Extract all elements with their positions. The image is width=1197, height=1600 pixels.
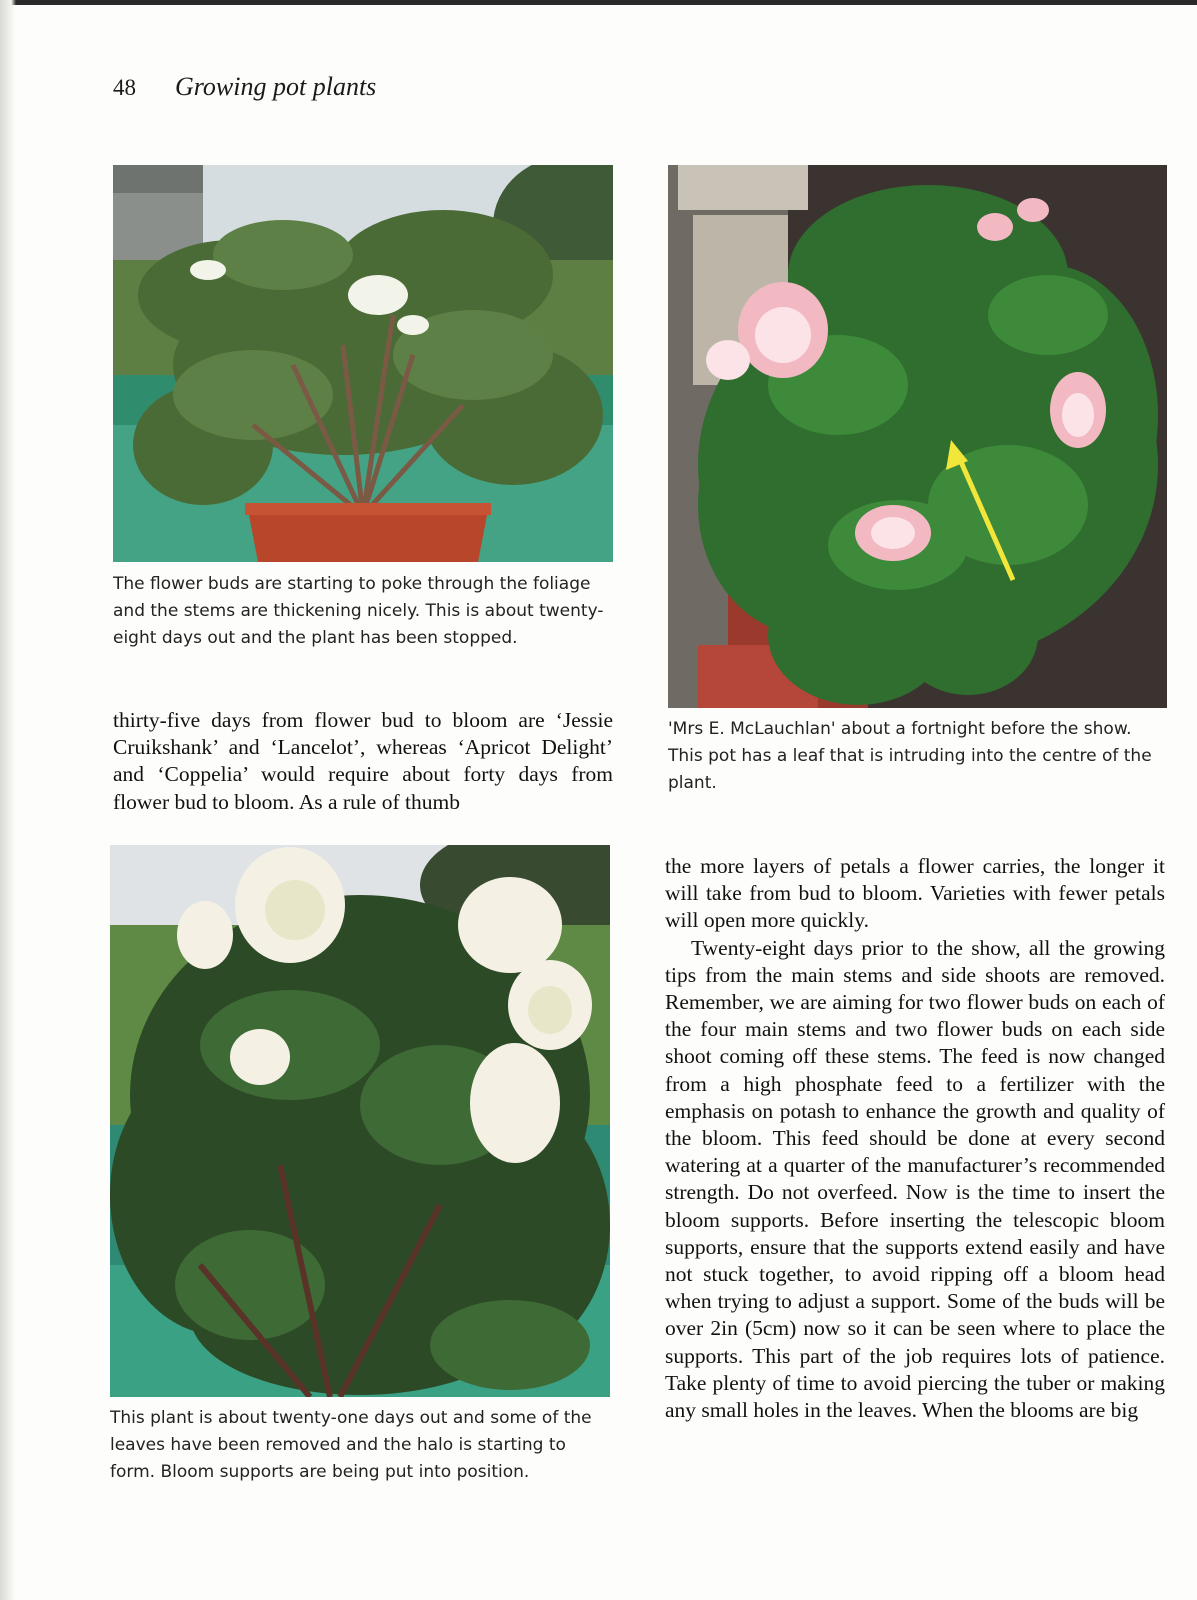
photo-white-begonia — [110, 845, 610, 1397]
page-binding-shadow — [0, 0, 16, 1600]
caption-photo-buds: The flower buds are starting to poke through the foliage and the stems are thickening nicely. This is about twenty-eight days out and the plant has been stopped. — [113, 574, 604, 648]
body-text-right-column — [665, 853, 1165, 1424]
paragraph: Twenty-eight days prior to the show, all the growing tips from the main stems and side shoots are removed. Remember, we are aiming for two flower buds on each of the four main stems and two flower buds on each side shoot coming off these stems. The feed is now changed from a high phosphate feed to a fertilizer with the emphasis on potash to enhance the growth and quality of the bloom. This feed should be done at every second watering at a quarter of the manufacturer’s recommended strength. Do not overfeed. Now is the time to insert the bloom supports. Before inserting the telescopic bloom supports, ensure that the supports extend easily and have not stuck together, to avoid ripping off a bloom head when trying to adjust a support. Some of the buds will be over 2in (5cm) now so it can be seen where to place the supports. This part of the job requires lots of patience. Take plenty of time to avoid piercing the tuber or making any small holes in the leaves. When the blooms are big — [665, 935, 1165, 1423]
page-number: 48 — [113, 75, 136, 100]
photo-mrs-mclauchlan — [668, 165, 1167, 708]
running-title: Growing pot plants — [175, 72, 377, 101]
caption-photo-mclauchlan: 'Mrs E. McLauchlan' about a fortnight before the show. This pot has a leaf that is intruding into the centre of the plant. — [668, 719, 1152, 793]
page-top-edge — [0, 0, 1197, 5]
paragraph: thirty-five days from flower bud to bloom are ‘Jessie Cruikshank’ and ‘Lancelot’, whereas ‘Apricot Delight’ and ‘Coppelia’ would require about forty days from flower bud to bloom. As a rule of thumb — [113, 708, 613, 814]
caption-photo-white-begonia: This plant is about twenty-one days out and some of the leaves have been removed and the halo is starting to form. Bloom supports are being put into position. — [110, 1408, 592, 1482]
photo-begonia-buds — [113, 165, 613, 562]
body-text-left-column — [113, 707, 613, 816]
paragraph: the more layers of petals a flower carries, the longer it will take from bud to bloom. Varieties with fewer petals will open more quickly. — [665, 854, 1165, 933]
running-header — [113, 72, 376, 102]
